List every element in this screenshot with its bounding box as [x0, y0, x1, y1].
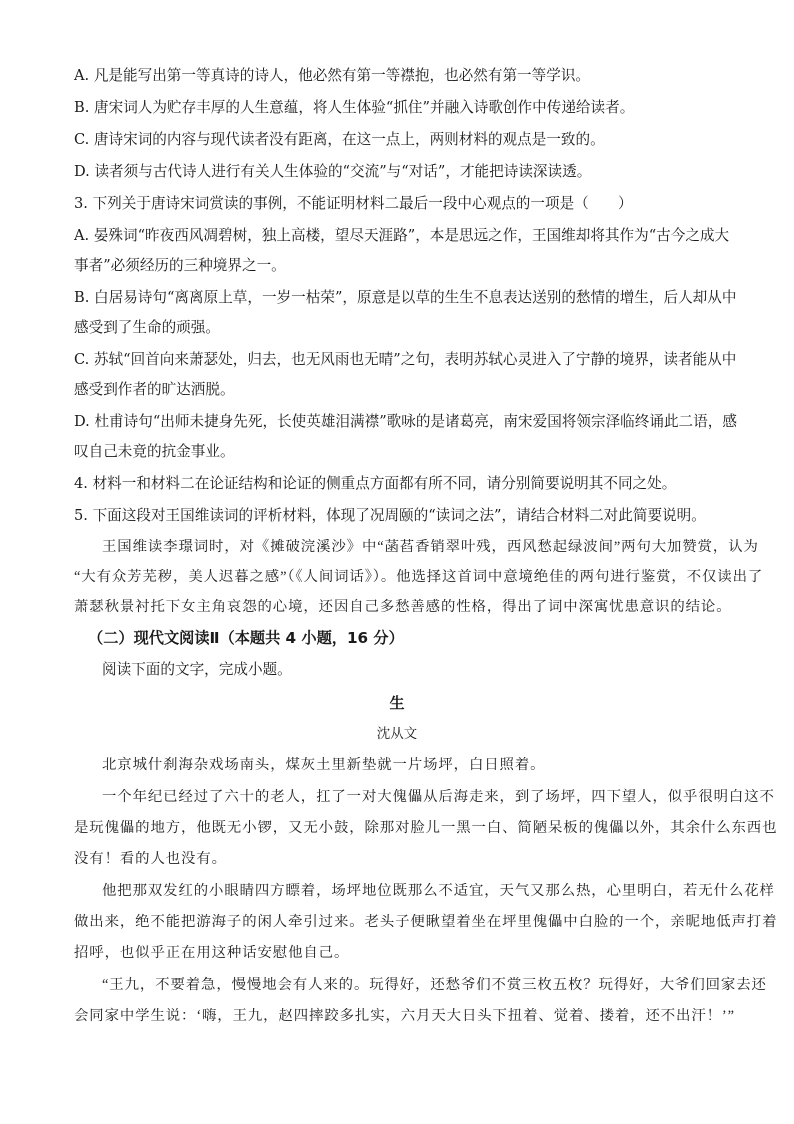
- q5-material-line-2: “大有众芳芜秽，美人迟暮之感”（《人间词话》）。他选择这首词中意境绝佳的两句进行鉴赏，不仅读出了: [74, 569, 764, 585]
- story-author: 沈从文: [376, 726, 418, 742]
- q3-option-a-line-2: 事者”必须经历的三种境界之一。: [74, 257, 286, 274]
- option-c: C. 唐诗宋词的内容与现代读者没有距离，在这一点上，两则材料的观点是一致的。: [74, 131, 605, 148]
- question-4: 4. 材料一和材料二在论证结构和论证的侧重点方面都有所不同，请分别简要说明其不同之处。: [74, 475, 677, 492]
- story-paragraph-4-line-2: 会同家中学生说：‘嗨，王九，赵四摔跤多扎实，六月天大日头下扭着、觉着、搂着，还不出汗！’”: [74, 1008, 735, 1024]
- question-3-stem: 3. 下列关于唐诗宋词赏读的事例，不能证明材料二最后一段中心观点的一项是（ ）: [74, 195, 633, 212]
- q3-option-b-line-1: B. 白居易诗句“离离原上草，一岁一枯荣”，原意是以草的生生不息表达送别的愁情的增生，后人却从中: [74, 289, 737, 306]
- reading-instruction: 阅读下面的文字，完成小题。: [102, 661, 292, 678]
- story-title: 生: [389, 694, 405, 712]
- q3-option-c-line-1: C. 苏轼“回首向来萧瑟处，归去，也无风雨也无晴”之句，表明苏轼心灵进入了宁静的境界，读者能从中: [74, 351, 737, 368]
- option-b: B. 唐宋词人为贮存丰厚的人生意蕴，将人生体验“抓住”并融入诗歌创作中传递给读者。: [74, 99, 635, 116]
- story-paragraph-2-line-1: 一个年纪已经过了六十的老人，扛了一对大傀儡从后海走来，到了场坪，四下望人，似乎很明白这不: [102, 789, 775, 805]
- option-a: A. 凡是能写出第一等真诗的诗人，他必然有第一等襟抱，也必然有第一等学识。: [74, 67, 591, 84]
- q5-material-line-3: 萧瑟秋景衬托下女主角哀怨的心境，还因自己多愁善感的性格，得出了词中深寓忧患意识的结论。: [74, 599, 732, 615]
- q3-option-b-line-2: 感受到了生命的顽强。: [74, 319, 220, 336]
- q3-option-c-line-2: 感受到作者的旷达洒脱。: [74, 381, 235, 398]
- option-d: D. 读者须与古代诗人进行有关人生体验的“交流”与“对话”，才能把诗读深读透。: [74, 163, 592, 180]
- question-5-stem: 5. 下面这段对王国维读词的评析材料，体现了况周颐的“读词之法”，请结合材料二对此简要说明。: [74, 507, 706, 524]
- q3-option-d-line-2: 叹自己未竟的抗金事业。: [74, 443, 235, 460]
- story-paragraph-2-line-3: 没有！看的人也没有。: [74, 851, 227, 867]
- q5-material-line-1: 王国维读李璟词时，对《摊破浣溪沙》中“菡萏香销翠叶残，西风愁起绿波间”两句大加赞赏，认为: [102, 539, 759, 555]
- story-paragraph-3-line-3: 招呼，也似乎正在用这种话安慰他自己。: [74, 945, 350, 961]
- story-paragraph-4-line-1: “王九，不要着急，慢慢地会有人来的。玩得好，还愁爷们不赏三枚五枚？玩得好，大爷们回家去还: [102, 977, 767, 993]
- q3-option-d-line-1: D. 杜甫诗句“出师未捷身先死，长使英雄泪满襟”歌咏的是诸葛亮，南宋爱国将领宗泽临终诵此二语，感: [74, 413, 737, 430]
- story-paragraph-1: 北京城什刹海杂戏场南头，煤灰土里新垫就一片场坪，白日照着。: [102, 757, 546, 773]
- section-heading: （二）现代文阅读Ⅱ（本题共 4 小题，16 分）: [88, 629, 404, 647]
- story-paragraph-2-line-2: 是玩傀儡的地方，他既无小锣，又无小鼓，除那对脸儿一黑一白、简陋呆板的傀儡以外，其余什么东西也: [74, 820, 778, 836]
- story-paragraph-3-line-1: 他把那双发红的小眼睛四方瞟着，场坪地位既那么不适宜，天气又那么热，心里明白，若无什么花样: [102, 883, 775, 899]
- q3-option-a-line-1: A. 晏殊词“昨夜西风凋碧树，独上高楼，望尽天涯路”，本是思远之作，王国维却将其作为“古今之成大: [74, 227, 730, 244]
- story-paragraph-3-line-2: 做出来，绝不能把游海子的闲人牵引过来。老头子便瞅望着坐在坪里傀儡中白脸的一个，亲昵地低声打着: [74, 914, 778, 930]
